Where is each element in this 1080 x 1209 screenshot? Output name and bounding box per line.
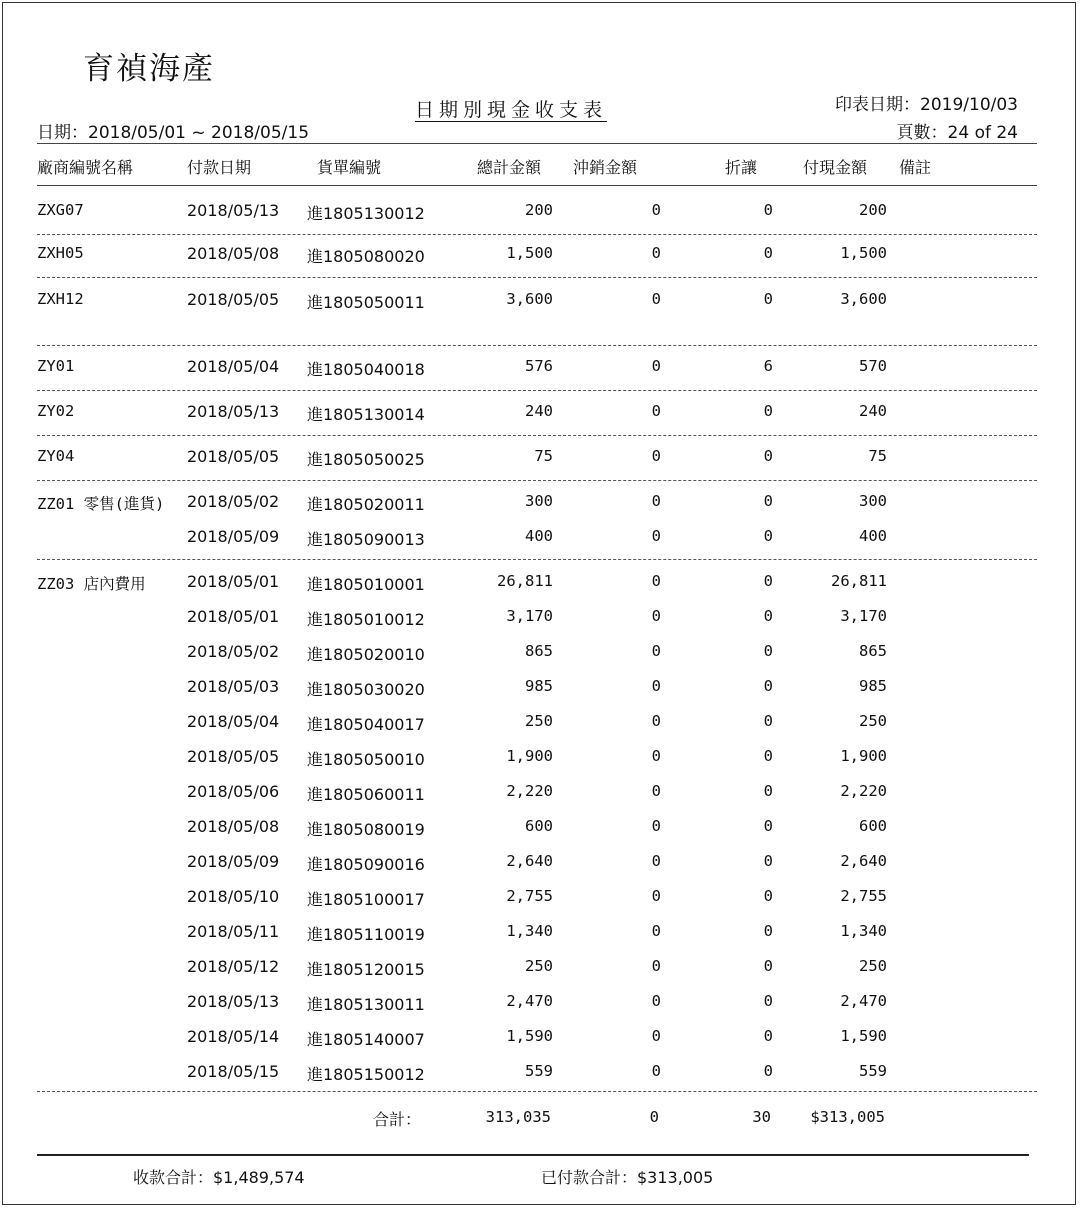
cell-pay-date: 2018/05/15 xyxy=(187,1062,280,1081)
cell-bill-no: 進1805090016 xyxy=(307,855,425,874)
table-row xyxy=(3,1027,1077,1057)
received-total: 收款合計：$1,489,574 xyxy=(133,1168,305,1187)
cell-bill-no: 進1805050025 xyxy=(307,450,425,469)
cell-offset: 0 xyxy=(651,782,661,800)
cell-pay-date: 2018/05/02 xyxy=(187,492,280,511)
cell-bill-no: 進1805010001 xyxy=(307,575,425,594)
cell-pay-date: 2018/05/04 xyxy=(187,357,280,376)
cell-cash: 75 xyxy=(868,447,887,465)
cell-bill-no: 進1805130014 xyxy=(307,405,425,424)
cell-pay-date: 2018/05/14 xyxy=(187,1027,280,1046)
cell-total: 300 xyxy=(525,492,553,510)
cell-discount: 0 xyxy=(763,447,773,465)
cell-cash: 250 xyxy=(859,712,887,730)
cell-discount: 0 xyxy=(763,607,773,625)
table-row xyxy=(3,402,1077,432)
cell-offset: 0 xyxy=(651,607,661,625)
table-row xyxy=(3,357,1077,387)
cell-offset: 0 xyxy=(651,290,661,308)
cell-cash: 200 xyxy=(859,201,887,219)
totals-separator xyxy=(37,1091,1037,1092)
column-header-offset: 沖銷金額 xyxy=(573,158,638,177)
cell-pay-date: 2018/05/03 xyxy=(187,677,280,696)
cell-total: 865 xyxy=(525,642,553,660)
cell-pay-date: 2018/05/01 xyxy=(187,572,280,591)
cell-total: 3,600 xyxy=(506,290,553,308)
table-row xyxy=(3,244,1077,274)
cell-cash: 26,811 xyxy=(831,572,887,590)
cell-offset: 0 xyxy=(651,527,661,545)
cell-cash: 1,500 xyxy=(840,244,887,262)
table-row xyxy=(3,817,1077,847)
cell-pay-date: 2018/05/02 xyxy=(187,642,280,661)
cell-total: 2,640 xyxy=(506,852,553,870)
cell-pay-date: 2018/05/10 xyxy=(187,887,280,906)
cell-discount: 0 xyxy=(763,817,773,835)
cell-offset: 0 xyxy=(651,712,661,730)
cell-offset: 0 xyxy=(651,402,661,420)
cell-offset: 0 xyxy=(651,1062,661,1080)
cell-pay-date: 2018/05/06 xyxy=(187,782,280,801)
cell-discount: 0 xyxy=(763,922,773,940)
cell-total: 200 xyxy=(525,201,553,219)
cell-total: 2,220 xyxy=(506,782,553,800)
table-row xyxy=(3,957,1077,987)
cell-total: 1,900 xyxy=(506,747,553,765)
cell-bill-no: 進1805110019 xyxy=(307,925,425,944)
cell-total: 1,590 xyxy=(506,1027,553,1045)
cell-discount: 0 xyxy=(763,244,773,262)
totals-discount: 30 xyxy=(752,1108,771,1126)
row-separator xyxy=(37,277,1037,278)
table-row xyxy=(3,747,1077,777)
row-separator xyxy=(37,390,1037,391)
cell-offset: 0 xyxy=(651,922,661,940)
cell-discount: 0 xyxy=(763,677,773,695)
cell-bill-no: 進1805080020 xyxy=(307,247,425,266)
cell-offset: 0 xyxy=(651,572,661,590)
cell-total: 985 xyxy=(525,677,553,695)
cell-total: 600 xyxy=(525,817,553,835)
cell-pay-date: 2018/05/13 xyxy=(187,201,280,220)
cell-offset: 0 xyxy=(651,492,661,510)
table-row xyxy=(3,887,1077,917)
cell-bill-no: 進1805050010 xyxy=(307,750,425,769)
cell-discount: 6 xyxy=(763,357,773,375)
cell-cash: 985 xyxy=(859,677,887,695)
cell-total: 1,340 xyxy=(506,922,553,940)
cell-cash: 2,755 xyxy=(840,887,887,905)
header-bottom-rule xyxy=(37,185,1037,186)
totals-total: 313,035 xyxy=(485,1108,551,1126)
cell-pay-date: 2018/05/09 xyxy=(187,852,280,871)
cell-bill-no: 進1805100017 xyxy=(307,890,425,909)
report-title: 日期別現金收支表 xyxy=(415,99,608,121)
cell-pay-date: 2018/05/05 xyxy=(187,290,280,309)
cell-discount: 0 xyxy=(763,957,773,975)
cell-pay-date: 2018/05/11 xyxy=(187,922,280,941)
cell-bill-no: 進1805040017 xyxy=(307,715,425,734)
table-row xyxy=(3,782,1077,812)
cell-offset: 0 xyxy=(651,642,661,660)
cell-pay-date: 2018/05/04 xyxy=(187,712,280,731)
cell-cash: 1,340 xyxy=(840,922,887,940)
cell-offset: 0 xyxy=(651,887,661,905)
table-row xyxy=(3,527,1077,557)
table-row xyxy=(3,447,1077,477)
cell-cash: 600 xyxy=(859,817,887,835)
report-page xyxy=(2,2,1076,1205)
row-separator xyxy=(37,435,1037,436)
cell-discount: 0 xyxy=(763,887,773,905)
cell-bill-no: 進1805010012 xyxy=(307,610,425,629)
cell-cash: 250 xyxy=(859,957,887,975)
table-row xyxy=(3,852,1077,882)
cell-total: 75 xyxy=(534,447,553,465)
column-header-pay-date: 付款日期 xyxy=(187,158,252,177)
cell-discount: 0 xyxy=(763,642,773,660)
cell-vendor: ZXH12 xyxy=(37,290,84,308)
cell-cash: 3,600 xyxy=(840,290,887,308)
header-top-rule xyxy=(37,143,1037,144)
cell-pay-date: 2018/05/05 xyxy=(187,447,280,466)
cell-bill-no: 進1805130012 xyxy=(307,204,425,223)
cell-total: 240 xyxy=(525,402,553,420)
cell-discount: 0 xyxy=(763,527,773,545)
cell-discount: 0 xyxy=(763,712,773,730)
cell-cash: 570 xyxy=(859,357,887,375)
cell-offset: 0 xyxy=(651,817,661,835)
cell-bill-no: 進1805130011 xyxy=(307,995,425,1014)
cell-offset: 0 xyxy=(651,852,661,870)
table-row xyxy=(3,922,1077,952)
cell-bill-no: 進1805020011 xyxy=(307,495,425,514)
cell-cash: 300 xyxy=(859,492,887,510)
cell-bill-no: 進1805120015 xyxy=(307,960,425,979)
cell-offset: 0 xyxy=(651,747,661,765)
table-row xyxy=(3,677,1077,707)
cell-cash: 559 xyxy=(859,1062,887,1080)
print-date: 印表日期：2019/10/03 xyxy=(835,95,1018,115)
table-row xyxy=(3,201,1077,231)
cell-offset: 0 xyxy=(651,201,661,219)
cell-total: 400 xyxy=(525,527,553,545)
cell-discount: 0 xyxy=(763,1027,773,1045)
cell-cash: 865 xyxy=(859,642,887,660)
cell-offset: 0 xyxy=(651,992,661,1010)
cell-total: 576 xyxy=(525,357,553,375)
table-row xyxy=(3,290,1077,320)
company-name: 育禎海產 xyxy=(83,51,215,87)
cell-vendor: ZY02 xyxy=(37,402,75,420)
cell-discount: 0 xyxy=(763,572,773,590)
table-row xyxy=(3,492,1077,522)
cell-bill-no: 進1805150012 xyxy=(307,1065,425,1084)
cell-discount: 0 xyxy=(763,201,773,219)
cell-total: 2,470 xyxy=(506,992,553,1010)
cell-discount: 0 xyxy=(763,992,773,1010)
column-header-bill-no: 貨單編號 xyxy=(317,158,382,177)
cell-pay-date: 2018/05/01 xyxy=(187,607,280,626)
column-header-discount: 折讓 xyxy=(725,158,758,177)
paid-total: 已付款合計：$313,005 xyxy=(541,1168,714,1187)
cell-cash: 240 xyxy=(859,402,887,420)
cell-offset: 0 xyxy=(651,957,661,975)
cell-offset: 0 xyxy=(651,244,661,262)
cell-bill-no: 進1805030020 xyxy=(307,680,425,699)
cell-discount: 0 xyxy=(763,402,773,420)
cell-cash: 3,170 xyxy=(840,607,887,625)
table-row xyxy=(3,607,1077,637)
cell-vendor: ZZ01 零售(進貨) xyxy=(37,495,165,513)
cell-bill-no: 進1805020010 xyxy=(307,645,425,664)
cell-pay-date: 2018/05/08 xyxy=(187,244,280,263)
footer-rule xyxy=(37,1154,1029,1156)
table-row xyxy=(3,712,1077,742)
column-header-total: 總計金額 xyxy=(477,158,542,177)
cell-pay-date: 2018/05/08 xyxy=(187,817,280,836)
cell-discount: 0 xyxy=(763,852,773,870)
table-row xyxy=(3,992,1077,1022)
cell-pay-date: 2018/05/12 xyxy=(187,957,280,976)
row-separator xyxy=(37,345,1037,346)
cell-discount: 0 xyxy=(763,747,773,765)
cell-total: 559 xyxy=(525,1062,553,1080)
row-separator xyxy=(37,559,1037,560)
cell-total: 3,170 xyxy=(506,607,553,625)
cell-pay-date: 2018/05/09 xyxy=(187,527,280,546)
date-range: 日期：2018/05/01 ~ 2018/05/15 xyxy=(37,123,310,143)
table-row xyxy=(3,572,1077,602)
cell-pay-date: 2018/05/05 xyxy=(187,747,280,766)
column-header-vendor: 廠商編號名稱 xyxy=(37,158,134,177)
cell-vendor: ZY04 xyxy=(37,447,75,465)
cell-cash: 1,900 xyxy=(840,747,887,765)
cell-cash: 2,470 xyxy=(840,992,887,1010)
cell-bill-no: 進1805040018 xyxy=(307,360,425,379)
cell-cash: 2,640 xyxy=(840,852,887,870)
column-header-cash: 付現金額 xyxy=(803,158,868,177)
table-row xyxy=(3,642,1077,672)
cell-total: 1,500 xyxy=(506,244,553,262)
cell-total: 26,811 xyxy=(497,572,553,590)
cell-total: 250 xyxy=(525,957,553,975)
totals-cash: $313,005 xyxy=(810,1108,885,1126)
cell-cash: 2,220 xyxy=(840,782,887,800)
cell-total: 2,755 xyxy=(506,887,553,905)
cell-total: 250 xyxy=(525,712,553,730)
cell-vendor: ZXH05 xyxy=(37,244,84,262)
cell-bill-no: 進1805080019 xyxy=(307,820,425,839)
cell-pay-date: 2018/05/13 xyxy=(187,992,280,1011)
cell-discount: 0 xyxy=(763,782,773,800)
row-separator xyxy=(37,234,1037,235)
cell-bill-no: 進1805090013 xyxy=(307,530,425,549)
page-count: 頁數：24 of 24 xyxy=(896,123,1018,143)
cell-discount: 0 xyxy=(763,1062,773,1080)
cell-vendor: ZXG07 xyxy=(37,201,84,219)
table-row xyxy=(3,1062,1077,1092)
cell-cash: 400 xyxy=(859,527,887,545)
cell-offset: 0 xyxy=(651,357,661,375)
cell-discount: 0 xyxy=(763,290,773,308)
cell-bill-no: 進1805050011 xyxy=(307,293,425,312)
row-separator xyxy=(37,480,1037,481)
cell-vendor: ZZ03 店內費用 xyxy=(37,575,146,593)
cell-discount: 0 xyxy=(763,492,773,510)
cell-bill-no: 進1805140007 xyxy=(307,1030,425,1049)
cell-offset: 0 xyxy=(651,677,661,695)
cell-vendor: ZY01 xyxy=(37,357,75,375)
column-header-note: 備註 xyxy=(899,158,932,177)
totals-offset: 0 xyxy=(649,1108,659,1126)
cell-bill-no: 進1805060011 xyxy=(307,785,425,804)
cell-offset: 0 xyxy=(651,447,661,465)
cell-offset: 0 xyxy=(651,1027,661,1045)
totals-label: 合計： xyxy=(373,1110,422,1129)
cell-cash: 1,590 xyxy=(840,1027,887,1045)
cell-pay-date: 2018/05/13 xyxy=(187,402,280,421)
